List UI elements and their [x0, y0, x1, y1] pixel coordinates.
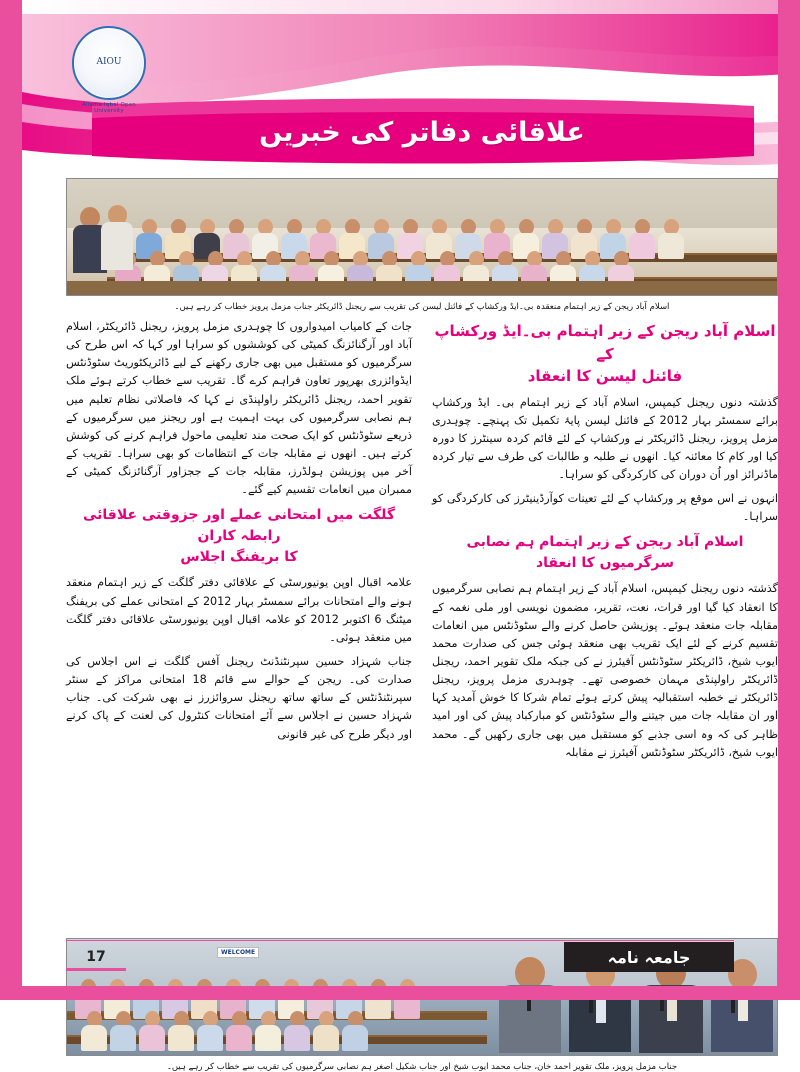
logo-emblem-icon [72, 26, 146, 100]
paragraph: گذشتہ دنوں ریجنل کیمپس، اسلام آباد کے زیر اہتمام ہم نصابی سرگرمیوں کا انعقاد کیا گیا اور قرات، نعت، تقریر، مضمون نویسی اور ملی نغمہ کے مقابلہ جات منعقد ہوئے۔ پوزیشن حاصل کرنے والے سٹوڈنٹس میں انعامات تقسیم کرنے کے لئے ایک تقریب بھی منعقد ہوئی جس کی صدارت محمد ایوب شیخ، ڈائریکٹر سٹوڈنٹس آفیئرز نے کی جبکہ ملک تقویر احمد، ریجنل ڈائریکٹر راولپنڈی مہمان خصوصی تھے۔ چوہدری مزمل پرویز، ریجنل ڈائریکٹر نے خطبہ استقبالیہ پیش کرتے ہوئے تمام شرکا کا خوش آمدید کہا اور ان مقابلہ جات میں جیتنے والے سٹوڈنٹس کو مبارکباد پیش کی اور امید ظاہر کی کہ وہ اسی جذبے کو مستقبل میں بھی جاری رکھیں گے۔ محمد ایوب شیخ، ڈائریکٹر سٹوڈنٹس آفیئرز نے مقابلہ [432, 582, 778, 759]
article-columns [66, 318, 778, 934]
footer-brand: جامعہ نامہ [564, 942, 734, 972]
heading-workshop [432, 320, 778, 388]
logo-caption: Allama Iqbal Open University [81, 102, 136, 114]
page-content [44, 178, 778, 1072]
heading-workshop-line1: اسلام آباد ریجن کے زیر اہتمام بی۔ایڈ ورکشاپ کے [434, 322, 776, 363]
header-band [22, 0, 778, 178]
page-footer [44, 940, 756, 974]
university-logo [68, 26, 150, 112]
photo-caption-bottom: جناب مزمل پرویز، ملک تقویر احمد خان، جناب محمد ایوب شیخ اور جناب شکیل اصغر ہم نصابی سرگرمیوں کی تقریب سے خطاب کر رہے ہیں۔ [166, 1062, 678, 1072]
workshop-photo-top [66, 178, 778, 296]
heading-workshop-line2: فائنل لیسن کا انعقاد [527, 367, 683, 385]
logo-crest-text: AIOU [96, 56, 122, 67]
paragraph: جناب شہزاد حسین سپرنٹنڈنٹ ریجنل آفس گلگت نے اس اجلاس کی صدارت کی۔ ریجن کے حوالے سے قائم 18 امتحانی مراکز کے سنٹر سپرنٹنڈنٹس کے ساتھ ساتھ ریجنل سروائزرز نے بھی شرکت کی۔ جناب شہزاد حسین نے اجلاس سے آئے امتحانات کنٹرول کی لعنت کے پاک کرنے اور دیگر طرح کی غیر قانونی [66, 654, 412, 741]
paragraph: جات کے کامیاب امیدواروں کا چوہدری مزمل پرویز، ریجنل ڈائریکٹر، اسلام آباد اور آرگنائزنگ کمیٹی کی کوششوں کو سراہا اور کہا کہ اس طرح کی سرگرمیوں کو مستقبل میں بھی جاری رکھنے کے لیے ڈائریکٹوریٹ سٹوڈنٹس ایڈوائزری بھرپور تعاون فراہم کرے گا۔ تقریب سے خطاب کرتے ہوئے ملک تقویر احمد، ریجنل ڈائریکٹر راولپنڈی نے کہا کہ فاصلاتی نظام تعلیم میں ہم نصابی سرگرمیوں کی بہت اہمیت ہے اور ریجنز میں سرگرمیوں کے ذریعے سٹوڈنٹس کو ایک صحت مند تعلیمی ماحول فراہم کرنے کی کوشش کرتے ہیں۔ انھوں نے مقابلہ جات کے انتظامات کو بھی سراہا۔ تقریب کے آخر میں پوزیشن ہولڈرز، مقابلہ جات کے ججزاور آرگنائزنگ کمیٹی کے ممبران میں انعامات تقسیم کیے گئے۔ [66, 320, 412, 497]
column-left [66, 318, 412, 934]
heading-gilgit-briefing [66, 505, 412, 568]
page-title: علاقائی دفاتر کی خبریں [259, 116, 585, 148]
heading-cocurricular: اسلام آباد ریجن کے زیر اہتمام ہم نصابی سرگرمیوں کا انعقاد [466, 534, 744, 572]
heading-gilgit-line2: کا بریفنگ اجلاس [180, 549, 298, 566]
paragraph: انہوں نے اس موقع پر ورکشاپ کے لئے تعینات کوآرڈینیٹرز کی کارکردگی کو سراہا۔ [432, 492, 778, 524]
welcome-banner-text: WELCOME [217, 947, 259, 958]
column-right [432, 318, 778, 934]
page-number: 17 [66, 945, 126, 971]
heading-gilgit-line1: گلگت میں امتحانی عملے اور جزوقتی علاقائی رابطہ کاران [82, 507, 395, 545]
paragraph: علامہ اقبال اوپن یونیورسٹی کے علاقائی دفتر گلگت کے زیر اہتمام منعقد ہونے والے امتحانات برائے سمسٹر بہار 2012 کے امتحانی عملے کی بریفنگ میٹنگ 6 اکتوبر 2012 کو علامہ اقبال اوپن یونیورسٹی علاقائی دفتر گلگت میں منعقد ہوئی۔ [66, 576, 412, 644]
photo-scene-top [67, 179, 777, 295]
footer-divider [66, 940, 734, 941]
photo-caption-top: اسلام آباد ریجن کے زیر اہتمام منعقدہ بی۔ایڈ ورکشاپ کے فائنل لیسن کی تقریب سے ریجنل ڈائریکٹر جناب مزمل پرویز خطاب کر رہے ہیں۔ [174, 302, 670, 312]
page-title-banner [98, 108, 746, 156]
paragraph: گذشتہ دنوں ریجنل کیمپس، اسلام آباد کے زیر اہتمام بی۔ ایڈ ورکشاپ برائے سمسٹر بہار 2012 کے فائنل لیسن پایۂ تکمیل تک پہنچے۔ چوہدری مزمل پرویز، ریجنل ڈائریکٹر نے ورکشاپ کے لئے قائم کردہ سینٹرز کا دورہ کیا اور کام کا معائنہ کیا۔ انھوں نے طلبہ و طالبات کی طرف سے تیار کردہ ماڈنرائز اور اُن دوران کی کارکردگی کو سراہا۔ [432, 395, 778, 482]
